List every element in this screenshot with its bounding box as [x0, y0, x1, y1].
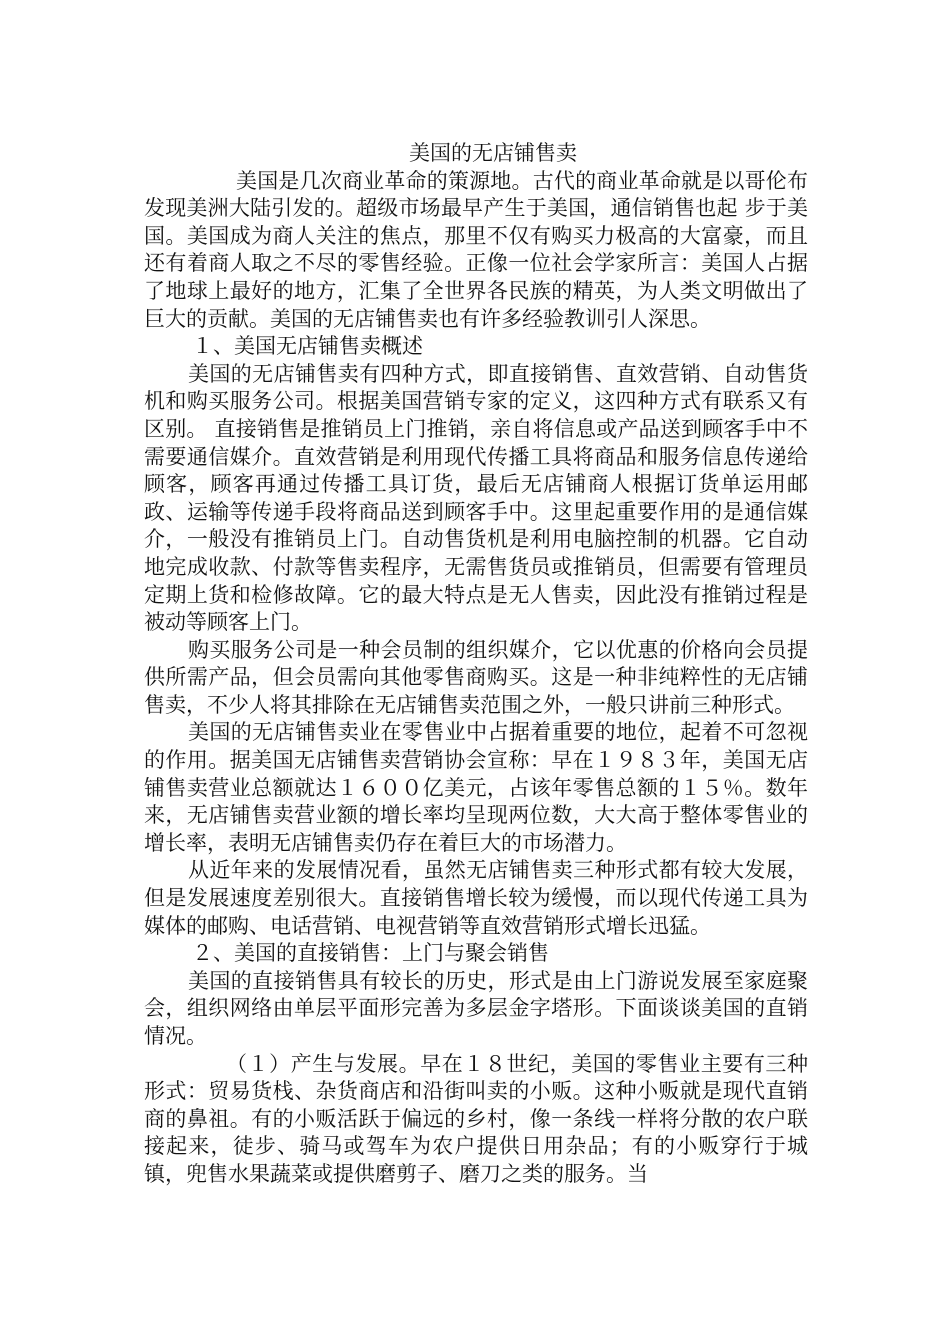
body-paragraph: 美国的无店铺售卖业在零售业中占据着重要的地位，起着不可忽视的作用。据美国无店铺售卖营销协会宣称：早在１９８３年，美国无店铺售卖营业总额就达１６００亿美元，占该年零售总额的１５％。数年来，无店铺售卖营业额的增长率均呈现两位数，大大高于整体零售业的增长率，表明无店铺售卖仍存在着巨大的市场潜力。	[144, 720, 808, 855]
intro-paragraph: 美国是几次商业革命的策源地。古代的商业革命就是以哥伦布发现美洲大陆引发的。超级市场最早产生于美国，通信销售也起 步于美国。美国成为商人关注的焦点，那里不仅有购买力极高的大富豪，而且还有着商人取之不尽的零售经验。正像一位社会学家所言：美国人占据了地球上最好的地方，汇集了全世界各民族的精英，为人类文明做出了巨大的贡献。美国的无店铺售卖也有许多经验教训引人深思。	[144, 168, 808, 331]
body-paragraph: 美国的直接销售具有较长的历史，形式是由上门游说发展至家庭聚会，组织网络由单层平面形完善为多层金字塔形。下面谈谈美国的直销情况。	[144, 968, 808, 1048]
body-paragraph: （１）产生与发展。早在１８世纪，美国的零售业主要有三种形式：贸易货栈、杂货商店和沿街叫卖的小贩。这种小贩就是现代直销商的鼻祖。有的小贩活跃于偏远的乡村，像一条线一样将分散的农户联接起来，徒步、骑马或驾车为农户提供日用杂品；有的小贩穿行于城镇，兜售水果蔬菜或提供磨剪子、磨刀之类的服务。当	[144, 1051, 808, 1186]
body-paragraph: 美国的无店铺售卖有四种方式，即直接销售、直效营销、自动售货机和购买服务公司。根据美国营销专家的定义，这四种方式有联系又有区别。 直接销售是推销员上门推销，亲自将信息或产品送到顾客手中不需要通信媒介。直效营销是利用现代传播工具将商品和服务信息传递给顾客，顾客再通过传播工具订货，最后无店铺商人根据订货单运用邮 政、运输等传递手段将商品送到顾客手中。这里起重要作用的是通信媒介，一般没有推销员上门。自动售货机是利用电脑控制的机器。它自动地完成收款、付款等售卖程序，无需售货员或推销员，但需要有管理员定期上货和检修故障。它的最大特点是无人售卖，因此没有推销过程是被动等顾客上门。	[144, 361, 808, 635]
body-paragraph: 从近年来的发展情况看，虽然无店铺售卖三种形式都有较大发展，但是发展速度差别很大。直接销售增长较为缓慢，而以现代传递工具为媒体的邮购、电话营销、电视营销等直效营销形式增长迅猛。	[144, 858, 808, 938]
document-title: 美国的无店铺售卖	[409, 141, 577, 165]
document-body	[144, 140, 808, 1189]
body-paragraph: 购买服务公司是一种会员制的组织媒介，它以优惠的价格向会员提供所需产品，但会员需向其他零售商购买。这是一种非纯粹性的无店铺售卖，不少人将其排除在无店铺售卖范围之外，一般只讲前三种形式。	[144, 637, 808, 717]
section-heading-1: １、美国无店铺售卖概述	[192, 334, 423, 359]
section-heading-2: ２、美国的直接销售：上门与聚会销售	[192, 941, 549, 966]
